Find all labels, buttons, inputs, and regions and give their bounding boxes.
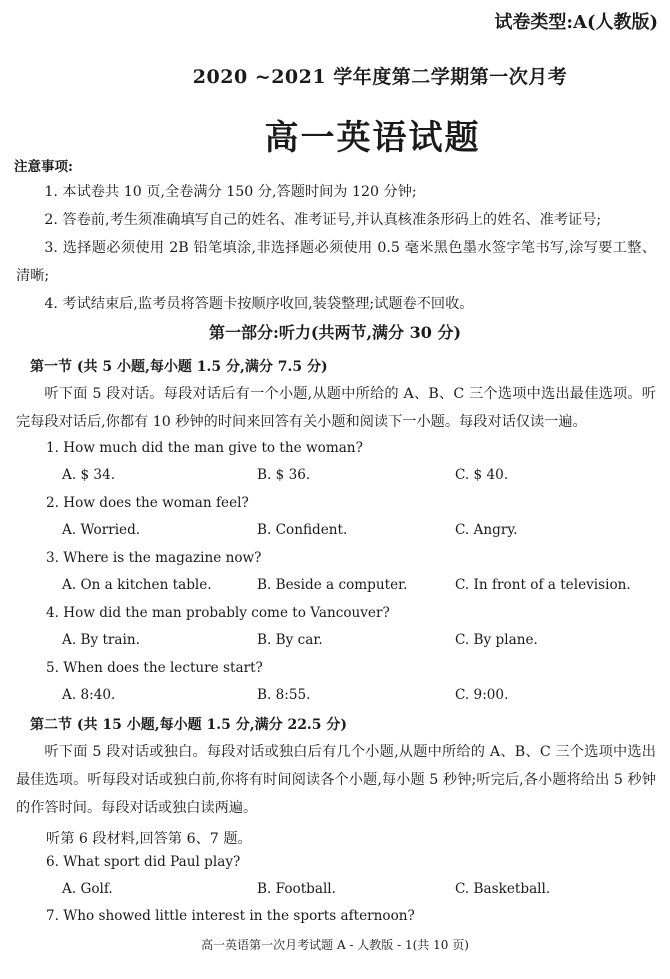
option-c: C. Basketball. xyxy=(455,881,551,897)
option-a: A. Worried. xyxy=(62,522,141,538)
option-c: C. In front of a television. xyxy=(455,577,631,593)
question-text: 7. Who showed little interest in the sports afternoon? xyxy=(46,908,415,924)
option-a: A. $ 34. xyxy=(62,467,116,483)
notice-item: 3. 选择题必须使用 2B 铅笔填涂,非选择题必须使用 0.5 毫米黑色墨水签字笔书写,涂写要工整、清晰; xyxy=(16,240,656,284)
question-text: 5. When does the lecture start? xyxy=(46,660,263,676)
question-text: 6. What sport did Paul play? xyxy=(46,854,241,870)
section-instructions: 听下面 5 段对话或独白。每段对话或独白后有几个小题,从题中所给的 A、B、C 三个选项中选出最佳选项。听每段对话或独白前,你将有时间阅读各个小题,每小题 5 秒钟;听完后,各小题将给出 5 秒钟的作答时间。每段对话或独白读两遍。 xyxy=(16,744,656,816)
material-note: 听第 6 段材料,回答第 6、7 题。 xyxy=(46,831,252,847)
option-c: C. Angry. xyxy=(455,522,518,538)
section-instructions: 听下面 5 段对话。每段对话后有一个小题,从题中所给的 A、B、C 三个选项中选出最佳选项。听完每段对话后,你都有 10 秒钟的时间来回答有关小题和阅读下一小题。每段对话仅读一遍。 xyxy=(16,386,656,430)
option-a: A. By train. xyxy=(62,632,140,648)
option-b: B. $ 36. xyxy=(257,467,311,483)
option-b: B. 8:55. xyxy=(257,687,311,703)
option-a: A. 8:40. xyxy=(62,687,116,703)
option-b: B. Beside a computer. xyxy=(257,577,408,593)
option-c: C. $ 40. xyxy=(455,467,509,483)
option-c: C. By plane. xyxy=(455,632,538,648)
part-title: 第一部分:听力(共两节,满分 30 分) xyxy=(208,323,462,342)
question-text: 2. How does the woman feel? xyxy=(46,495,249,511)
page-title: 高一英语试题 xyxy=(264,118,481,158)
option-a: A. On a kitchen table. xyxy=(62,577,212,593)
question-text: 1. How much did the man give to the woman? xyxy=(46,440,363,456)
notice-item: 1. 本试卷共 10 页,全卷满分 150 分,答题时间为 120 分钟; xyxy=(44,184,417,200)
option-c: C. 9:00. xyxy=(455,687,509,703)
question-text: 4. How did the man probably come to Vancouver? xyxy=(46,605,390,621)
paper-type-label: 试卷类型:A(人教版) xyxy=(494,12,658,33)
notice-item: 2. 答卷前,考生须准确填写自己的姓名、准考证号,并认真核准条形码上的姓名、准考证号; xyxy=(44,212,602,228)
exam-term: 2020 ~2021 学年度第二学期第一次月考 xyxy=(192,66,568,88)
option-b: B. Confident. xyxy=(257,522,348,538)
question-text: 3. Where is the magazine now? xyxy=(46,550,262,566)
option-b: B. By car. xyxy=(257,632,323,648)
page-footer: 高一英语第一次月考试题 A - 人教版 - 1(共 10 页) xyxy=(201,938,469,952)
option-b: B. Football. xyxy=(257,881,336,897)
option-a: A. Golf. xyxy=(62,881,113,897)
section-heading: 第一节 (共 5 小题,每小题 1.5 分,满分 7.5 分) xyxy=(30,359,328,375)
notice-heading: 注意事项: xyxy=(14,159,73,175)
section-heading: 第二节 (共 15 小题,每小题 1.5 分,满分 22.5 分) xyxy=(30,717,348,733)
notice-item: 4. 考试结束后,监考员将答题卡按顺序收回,装袋整理;试题卷不回收。 xyxy=(44,296,474,312)
